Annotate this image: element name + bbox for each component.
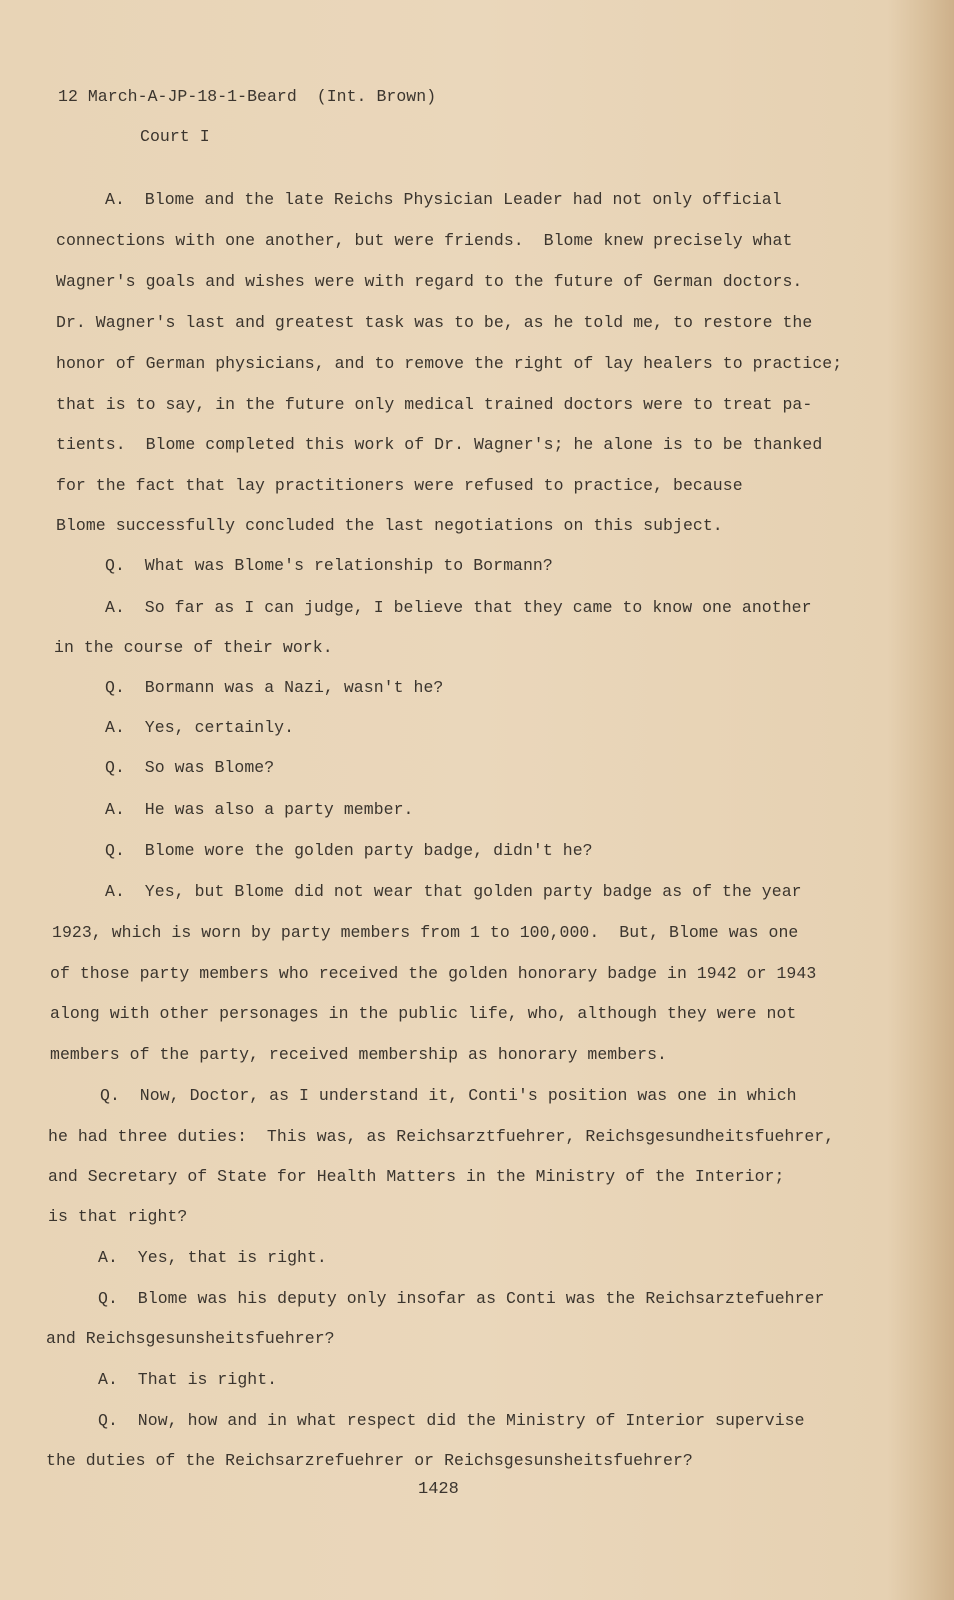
question-line: Q. Bormann was a Nazi, wasn't he? xyxy=(105,678,444,697)
text-line: A. Blome and the late Reichs Physician Leader had not only official xyxy=(105,190,782,209)
text-line: and Secretary of State for Health Matters in the Ministry of the Interior; xyxy=(48,1167,785,1186)
text-line: members of the party, received membership as honorary members. xyxy=(50,1045,667,1064)
text-line: the duties of the Reichsarzrefuehrer or Reichsgesunsheitsfuehrer? xyxy=(46,1451,693,1470)
answer-line: A. Yes, that is right. xyxy=(98,1248,327,1267)
answer-line: A. He was also a party member. xyxy=(105,800,414,819)
question-line: Q. So was Blome? xyxy=(105,758,275,777)
answer-line: A. That is right. xyxy=(98,1370,278,1389)
text-line: connections with one another, but were friends. Blome knew precisely what xyxy=(56,231,793,250)
text-line: honor of German physicians, and to remove the right of lay healers to practice; xyxy=(56,354,843,373)
answer-line: A. So far as I can judge, I believe that they came to know one another xyxy=(105,598,812,617)
text-line: Blome successfully concluded the last negotiations on this subject. xyxy=(56,516,723,535)
text-line: in the course of their work. xyxy=(54,638,333,657)
text-line: along with other personages in the public life, who, although they were not xyxy=(50,1004,797,1023)
page-number: 1428 xyxy=(418,1480,459,1499)
answer-line: A. Yes, but Blome did not wear that golden party badge as of the year xyxy=(105,882,802,901)
question-line: Q. What was Blome's relationship to Bormann? xyxy=(105,556,553,575)
text-line: Wagner's goals and wishes were with regard to the future of German doctors. xyxy=(56,272,803,291)
text-line: for the fact that lay practitioners were refused to practice, because xyxy=(56,476,743,495)
text-line: Dr. Wagner's last and greatest task was to be, as he told me, to restore the xyxy=(56,313,813,332)
text-line: of those party members who received the golden honorary badge in 1942 or 1943 xyxy=(50,964,817,983)
court-label: Court I xyxy=(140,127,210,146)
document-header: 12 March-A-JP-18-1-Beard (Int. Brown) xyxy=(58,87,437,106)
text-line: and Reichsgesunsheitsfuehrer? xyxy=(46,1329,335,1348)
text-line: is that right? xyxy=(48,1207,188,1226)
text-line: 1923, which is worn by party members from 1 to 100,000. But, Blome was one xyxy=(52,923,799,942)
question-line: Q. Now, how and in what respect did the Ministry of Interior supervise xyxy=(98,1411,805,1430)
answer-line: A. Yes, certainly. xyxy=(105,718,295,737)
question-line: Q. Blome wore the golden party badge, didn't he? xyxy=(105,841,593,860)
text-line: tients. Blome completed this work of Dr. Wagner's; he alone is to be thanked xyxy=(56,435,823,454)
text-line: he had three duties: This was, as Reichsarztfuehrer, Reichsgesundheitsfuehrer, xyxy=(48,1127,835,1146)
question-line: Q. Now, Doctor, as I understand it, Conti's position was one in which xyxy=(100,1086,797,1105)
text-line: that is to say, in the future only medical trained doctors were to treat pa- xyxy=(56,395,813,414)
question-line: Q. Blome was his deputy only insofar as Conti was the Reichsarztefuehrer xyxy=(98,1289,825,1308)
